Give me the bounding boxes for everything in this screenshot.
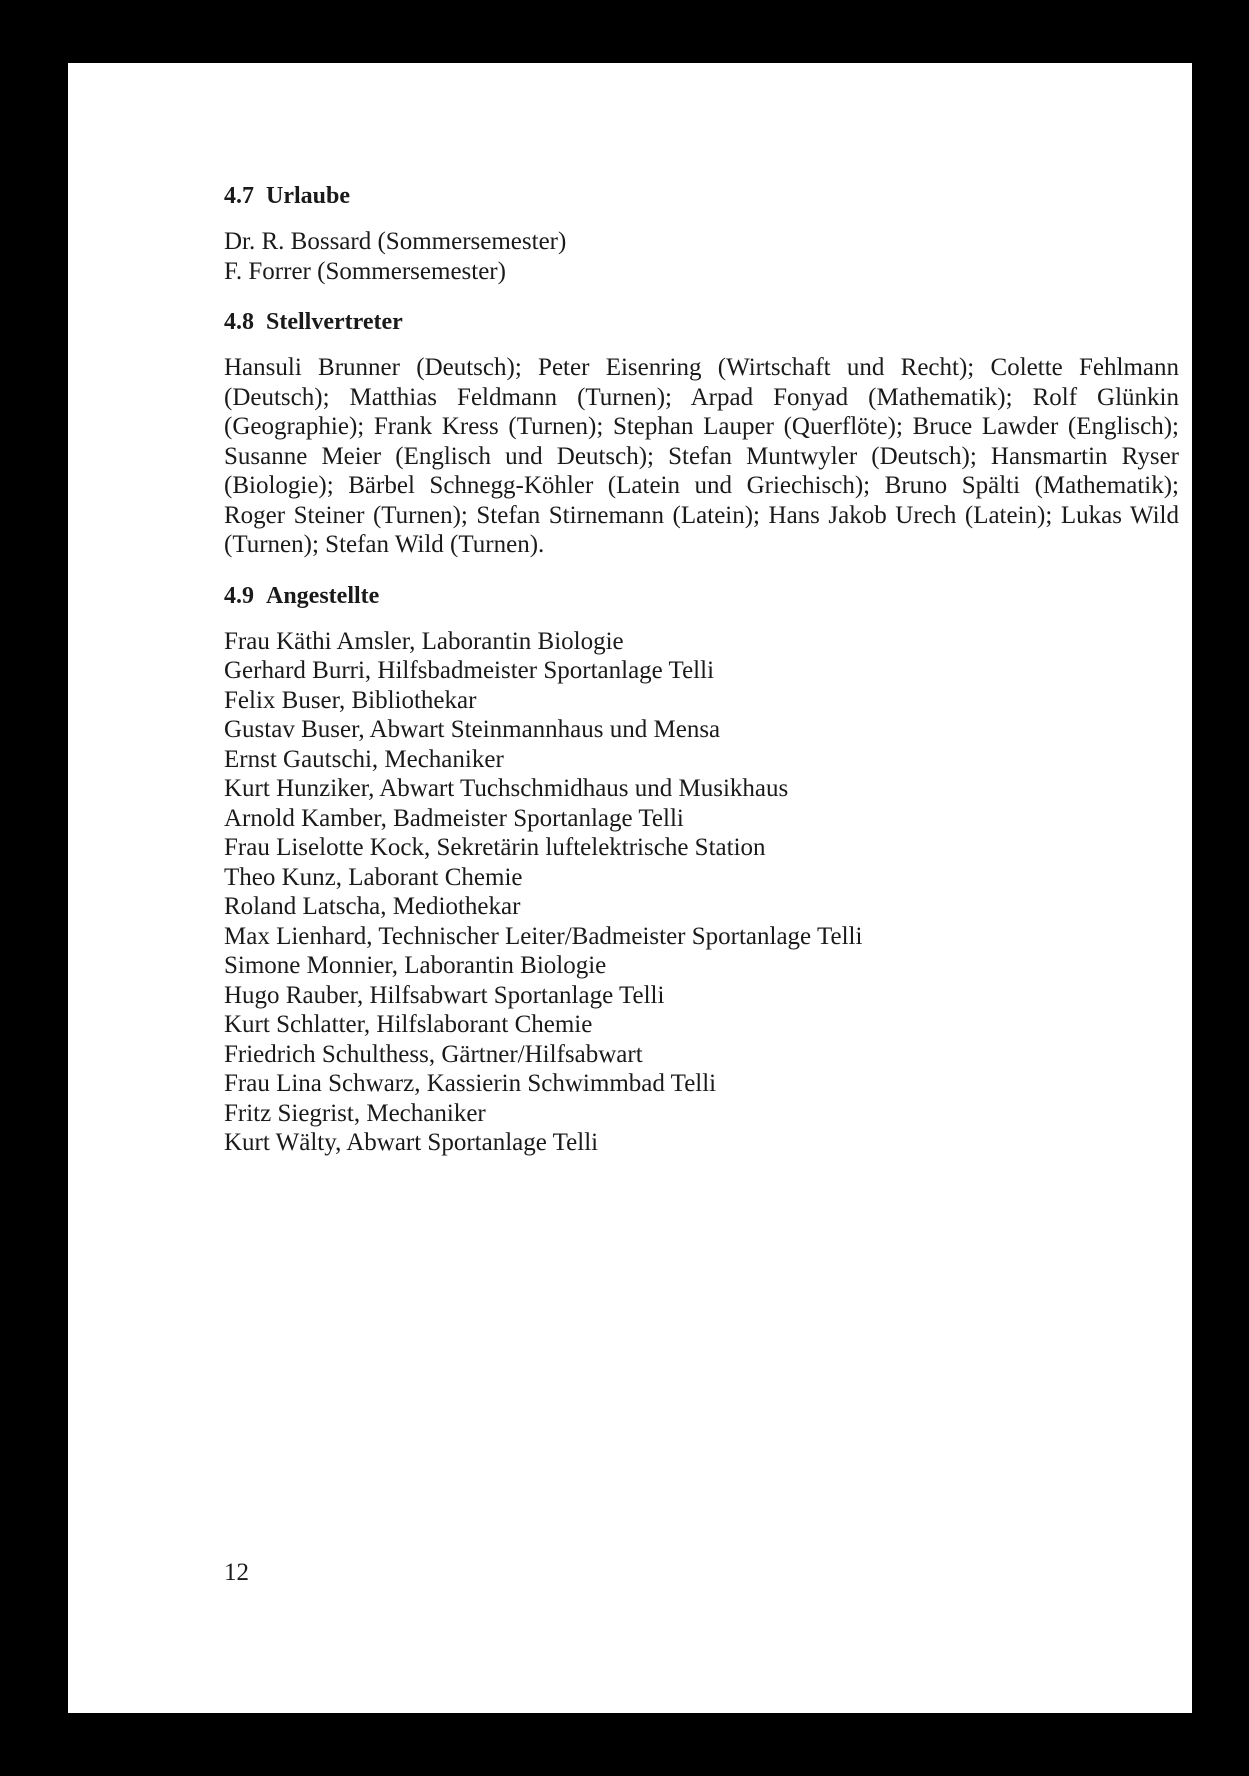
section-title: Angestellte bbox=[266, 582, 380, 609]
section-heading-angestellte bbox=[224, 581, 1179, 611]
list-item: F. Forrer (Sommersemester) bbox=[224, 257, 506, 285]
urlaube-list bbox=[224, 227, 1179, 286]
list-item: Fritz Siegrist, Mechaniker bbox=[224, 1099, 486, 1127]
list-item: Gustav Buser, Abwart Steinmannhaus und Mensa bbox=[224, 716, 721, 743]
document-page bbox=[68, 63, 1192, 1713]
angestellte-list bbox=[224, 627, 1179, 1158]
list-item: Roland Latscha, Mediothekar bbox=[224, 893, 521, 920]
list-item: Felix Buser, Bibliothekar bbox=[224, 686, 477, 714]
list-item: Simone Monnier, Laborantin Biologie bbox=[224, 952, 607, 979]
list-item: Arnold Kamber, Badmeister Sportanlage Telli bbox=[224, 804, 684, 832]
list-item: Kurt Hunziker, Abwart Tuchschmidhaus und Musikhaus bbox=[224, 775, 789, 802]
list-item: Hugo Rauber, Hilfsabwart Sportanlage Telli bbox=[224, 981, 665, 1009]
list-item: Dr. R. Bossard (Sommersemester) bbox=[224, 228, 567, 255]
section-number: 4.8 bbox=[224, 309, 254, 335]
section-number: 4.9 bbox=[224, 582, 254, 609]
list-item: Frau Lina Schwarz, Kassierin Schwimmbad Telli bbox=[224, 1070, 717, 1097]
list-item: Kurt Wälty, Abwart Sportanlage Telli bbox=[224, 1129, 599, 1156]
list-item: Friedrich Schulthess, Gärtner/Hilfsabwart bbox=[224, 1040, 643, 1068]
list-item: Frau Liselotte Kock, Sekretärin luftelektrische Station bbox=[224, 834, 766, 861]
section-title: Urlaube bbox=[266, 183, 350, 209]
list-item: Ernst Gautschi, Mechaniker bbox=[224, 745, 504, 773]
list-item: Max Lienhard, Technischer Leiter/Badmeister Sportanlage Telli bbox=[224, 922, 863, 950]
section-number: 4.7 bbox=[224, 183, 254, 209]
section-title: Stellvertreter bbox=[266, 309, 403, 335]
section-heading-urlaube bbox=[224, 181, 1179, 211]
stellvertreter-paragraph: Hansuli Brunner (Deutsch); Peter Eisenring (Wirtschaft und Recht); Colette Fehlmann (Deutsch); Matthias Feldmann (Turnen); Arpad Fonyad (Mathematik); Rolf Glünkin (Geographie); Frank Kress (Turnen); Stephan Lauper (Querflöte); Bruce Lawder (Englisch); Susanne Meier (Englisch und Deutsch); Stefan Muntwyler (Deutsch); Hansmartin Ryser (Biologie); Bärbel Schnegg-Köhler (Latein und Griechisch); Bruno Spälti (Mathematik); Roger Steiner (Turnen); Stefan Stirnemann (Latein); Hans Jakob Urech (Latein); Lukas Wild (Turnen); Stefan Wild (Turnen). bbox=[224, 354, 1179, 558]
list-item: Gerhard Burri, Hilfsbadmeister Sportanlage Telli bbox=[224, 657, 715, 684]
page-content bbox=[224, 181, 1179, 1158]
list-item: Kurt Schlatter, Hilfslaborant Chemie bbox=[224, 1011, 593, 1038]
list-item: Theo Kunz, Laborant Chemie bbox=[224, 863, 523, 891]
section-heading-stellvertreter bbox=[224, 307, 1179, 337]
page-number: 12 bbox=[224, 1559, 249, 1586]
list-item: Frau Käthi Amsler, Laborantin Biologie bbox=[224, 627, 624, 655]
